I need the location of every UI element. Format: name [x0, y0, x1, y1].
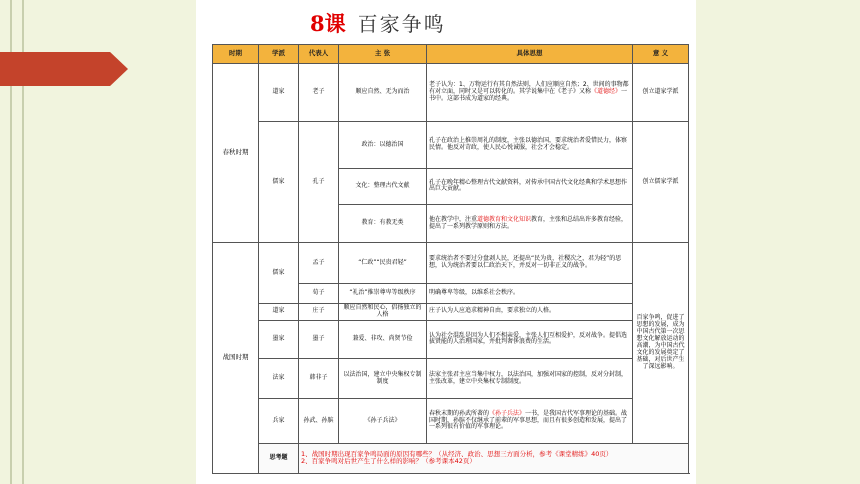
questions-row: [213, 443, 689, 473]
claim-cell: 《孙子兵法》: [339, 399, 427, 443]
period-cell-spring-autumn: 春秋时期: [213, 64, 259, 243]
table-row: [213, 320, 689, 358]
claim-cell: 顺应自然、无为而治: [339, 64, 427, 122]
school-cell: 墨家: [259, 320, 299, 358]
meaning-cell: 创立道家学派: [633, 64, 689, 122]
detail-text: 孔子在政治上推崇周礼的制度，主张以德治国，要求统治者爱惜民力，体察民情。他反对苛政，使人民心悦诚服，社会才会稳定。: [429, 137, 628, 152]
detail-text: 老子认为：1、万物运行有其自然法则，人们应顺应自然；2、世间的事物都有对立面，同时又是可以转化的。其学说集中在《老子》又称: [429, 81, 629, 96]
table-row: [213, 359, 689, 399]
detail-text-end: 教育，主张和总结出许多教育经验，提出了一系列教学原则和方法。: [429, 215, 628, 230]
header-period: 时期: [213, 45, 259, 64]
header-rep: 代表人: [299, 45, 339, 64]
detail-text-end: 一书中。这部书成为道家的经典。: [429, 88, 628, 103]
table-row: [213, 243, 689, 283]
detail-cell: [427, 399, 633, 443]
lesson-number: 8课: [310, 11, 346, 36]
period-cell-warring-states: 战国时期: [213, 243, 259, 474]
questions-cell: [299, 443, 689, 473]
school-cell: 兵家: [259, 399, 299, 443]
detail-text: 明确尊卑等级，以维系社会秩序。: [429, 288, 520, 296]
detail-text: 要求统治者不要过分盘剥人民，还提出“民为贵，社稷次之，君为轻”的思想，认为统治者要以仁政治天下，并反对一切非正义的战争。: [429, 255, 622, 270]
rep-cell: 老子: [299, 64, 339, 122]
rep-cell: 孙武、孙膑: [299, 399, 339, 443]
header-school: 学派: [259, 45, 299, 64]
question-1: 1、战国时期出现百家争鸣局面的原因有哪些？（从经济、政治、思想三方面分析，参考《课堂精练》40页）: [301, 449, 613, 458]
header-detail: 具体思想: [427, 45, 633, 64]
detail-cell: [427, 64, 633, 122]
school-cell: 道家: [259, 303, 299, 320]
detail-text: 认为社会混乱是因为人们不相亲爱，主张人们互相爱护，反对战争。提倡选拔贤能的人治理国家，并批判奢侈浪费的生活。: [429, 331, 628, 346]
arrow-decoration: [0, 52, 128, 86]
detail-cell: [427, 359, 633, 399]
claim-cell: “礼治”推崇尊卑等级秩序: [339, 283, 427, 303]
detail-cell: [427, 122, 633, 168]
school-cell: 道家: [259, 64, 299, 122]
slide-title: [310, 8, 550, 38]
detail-highlight: 道德教育和文化知识: [477, 215, 532, 223]
detail-text: 庄子认为人应追求精神自由，要求独立的人格。: [429, 307, 556, 315]
claim-cell: “仁政”“民贵君轻”: [339, 243, 427, 283]
schools-table: [212, 44, 689, 474]
meaning-cell-warring-states: 百家争鸣，促进了思想的发展，成为中国古代第一次思想文化解放运动的高潮，为中国古代文化的发展奠定了基础，对后世产生了深远影响。: [633, 243, 689, 443]
detail-cell: [427, 320, 633, 358]
school-cell: 法家: [259, 359, 299, 399]
table-row: [213, 122, 689, 168]
detail-cell: [427, 168, 633, 204]
detail-cell: [427, 243, 633, 283]
detail-text: 法家主张君主应当集中权力，以法治国，加强对国家的控制，反对分封制，主张改革，建立中央集权专制制度。: [429, 370, 628, 385]
school-cell: 儒家: [259, 122, 299, 243]
claim-cell: 政治：以德治国: [339, 122, 427, 168]
rep-cell: 墨子: [299, 320, 339, 358]
rep-cell: 荀子: [299, 283, 339, 303]
lesson-title: 百家争鸣: [357, 12, 446, 36]
claim-cell: 兼爱、非攻、尚贤节俭: [339, 320, 427, 358]
meaning-cell: 创立儒家学派: [633, 122, 689, 243]
detail-highlight: 《孙子兵法》: [489, 409, 526, 417]
question-2: 2、百家争鸣对后世产生了什么样的影响？（参考课本42页）: [301, 457, 476, 466]
questions-label: 思考题: [259, 443, 299, 473]
table-row: [213, 303, 689, 320]
header-claim: 主 张: [339, 45, 427, 64]
claim-cell: 文化：整理古代文献: [339, 168, 427, 204]
header-meaning: 意 义: [633, 45, 689, 64]
detail-cell: [427, 303, 633, 320]
rep-cell: 孟子: [299, 243, 339, 283]
rep-cell: 韩非子: [299, 359, 339, 399]
detail-text: 春秋末期的孙武所著的: [429, 409, 490, 417]
detail-text: 孔子在晚年精心整理古代文献资料，对传承中国古代文化经典和学术思想作出巨大贡献。: [429, 178, 628, 193]
school-cell: 儒家: [259, 243, 299, 303]
detail-cell: [427, 205, 633, 243]
claim-cell: 顺应自然和民心，倡扬独立的人格: [339, 303, 427, 320]
claim-cell: 以法治国，建立中央集权专制制度: [339, 359, 427, 399]
detail-text: 他在教学中，注重: [429, 215, 478, 223]
detail-highlight: 《道德经》: [591, 88, 622, 96]
rep-cell: 庄子: [299, 303, 339, 320]
table-header-row: [213, 45, 689, 64]
detail-text-end: 一书，是我国古代军事理论的基础。战国时期，孙膑不仅继承了前辈的军事思想，而且有很多创造和发展，提出了一系列很有价值的军事理论。: [429, 409, 628, 431]
table-row: [213, 399, 689, 443]
detail-cell: [427, 283, 633, 303]
table-row: [213, 64, 689, 122]
claim-cell: 教育：有教无类: [339, 205, 427, 243]
rep-cell: 孔子: [299, 122, 339, 243]
